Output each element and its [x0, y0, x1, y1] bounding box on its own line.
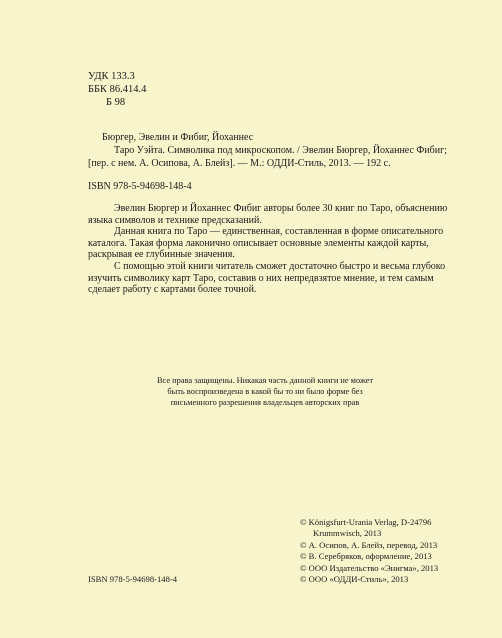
copyright-line: © Königsfurt-Urania Verlag, D-24796 — [300, 517, 432, 527]
abstract-line: Данная книга по Таро — единственная, составленная в форме описательного — [114, 226, 444, 238]
abstract-line: изучить символику карт Таро, составив о них непредвзятое мнение, и тем самым — [88, 272, 434, 284]
abstract-paragraph — [88, 226, 444, 261]
copyright-block — [300, 517, 438, 585]
abstract-line: раскрывая ее глубинные значения. — [88, 249, 235, 261]
rights-line: быть воспроизведена в какой бы то ни было форме без — [167, 387, 363, 396]
abstract-line: сделает работу с картами более точной. — [88, 284, 257, 296]
record-title-line: Таро Уэйта. Символика под микроскопом. / Эвелин Бюргер, Йоханнес Фибиг; — [114, 145, 448, 156]
abstract-paragraph — [88, 260, 446, 296]
author-mark: Б 98 — [106, 97, 126, 108]
abstract-line: языка символов и технике предсказаний. — [88, 214, 262, 226]
copyright-line: © ООО Издательство «Энигма», 2013 — [300, 562, 439, 573]
classification-block — [88, 70, 146, 109]
rights-line: Все права защищены. Никакая часть данной книги не может — [156, 376, 374, 385]
copyright-line: © ООО «ОДДИ-Стиль», 2013 — [300, 574, 409, 585]
abstract — [88, 203, 448, 296]
abstract-paragraph — [88, 203, 448, 226]
rights-notice — [140, 375, 390, 408]
record-title-line: [пер. с нем. А. Осипова, А. Блейз]. — М.: ОДДИ-Стиль, 2013. — 192 с. — [88, 158, 391, 169]
abstract-line: С помощью этой книги читатель сможет достаточно быстро и весьма глубоко — [114, 260, 446, 272]
rights-line: письменного разрешения владельцев авторских прав — [170, 398, 360, 407]
bbk-code: ББК 86.414.4 — [88, 84, 147, 95]
copyright-line: © В. Серебряков, оформление, 2013 — [300, 551, 432, 562]
copyright-line: Krummwisch, 2013 — [313, 528, 382, 539]
abstract-line: Эвелин Бюргер и Йоханнес Фибиг авторы более 30 книг по Таро, объяснению — [114, 203, 448, 214]
isbn-bottom: ISBN 978-5-94698-148-4 — [88, 574, 178, 584]
record-authors: Бюргер, Эвелин и Фибиг, Йоханнес — [102, 132, 254, 143]
abstract-line: каталога. Такая форма лаконично описывает основные элементы каждой карты, — [88, 237, 429, 249]
bibliographic-record — [88, 131, 448, 170]
udk-code: УДК 133.3 — [88, 71, 135, 82]
isbn-top: ISBN 978-5-94698-148-4 — [88, 181, 192, 192]
copyright-line: © А. Осипов, А. Блейз, перевод, 2013 — [300, 539, 438, 550]
